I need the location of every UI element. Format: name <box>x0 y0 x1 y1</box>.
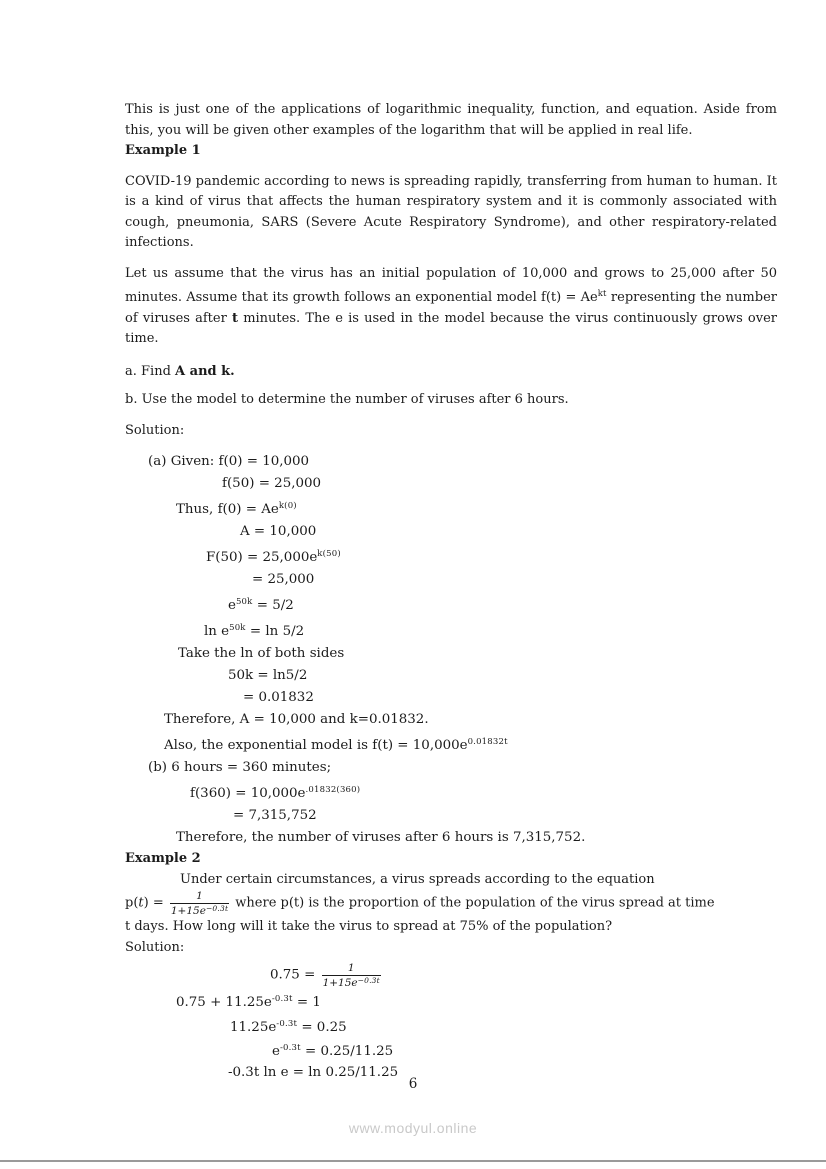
solution-b-line-1 <box>148 757 777 779</box>
text-segment: where p(t) is the proportion of the population of the virus spread at time <box>231 895 715 911</box>
text-segment: A and k. <box>175 363 235 379</box>
text-segment: b. Use the model to determine the number of viruses after 6 hours. <box>125 392 569 407</box>
intro-paragraph <box>125 100 777 141</box>
solution-a-line-2 <box>222 473 777 495</box>
text-segment: 0.75 + 11.25e <box>176 995 272 1011</box>
solution-a-line-5 <box>206 543 777 569</box>
solution-a-line-12 <box>164 709 777 731</box>
solution-a-line-8 <box>204 617 777 643</box>
solution-a-line-13 <box>164 731 777 757</box>
text-segment: f(360) = 10,000e <box>190 786 306 801</box>
text-segment: minutes. The e is used in the model because the virus continuously grows over time. <box>125 310 777 346</box>
text-segment: = 0.25 <box>297 1019 347 1035</box>
example-2-question-line <box>125 917 777 938</box>
example-2-equation-line <box>125 890 777 917</box>
page-number: 6 <box>408 1076 418 1092</box>
text-segment: 1 <box>347 962 355 975</box>
text-segment: = 5/2 <box>252 598 294 613</box>
text-segment: p( <box>125 895 139 911</box>
superscript-text: −0.3t <box>357 975 380 985</box>
question-b <box>125 390 777 411</box>
text-segment: Under certain circumstances, a virus spreads according to the equation <box>180 871 655 887</box>
virus-model-paragraph <box>125 264 777 350</box>
text-segment: = 0.25/11.25 <box>300 1044 394 1060</box>
text-segment: 11.25e <box>230 1019 277 1035</box>
superscript-text: -0.3t <box>271 994 293 1005</box>
superscript-text: 50k <box>235 597 253 607</box>
text-segment: Thus, f(0) = Ae <box>176 502 279 517</box>
text-segment: = 1 <box>292 995 321 1011</box>
solution-a-line-6 <box>252 569 777 591</box>
text-segment: Solution: <box>125 939 185 955</box>
superscript-text: .01832(360) <box>305 785 361 795</box>
solution-b-line-4 <box>176 827 777 849</box>
text-segment: Take the ln of both sides <box>178 646 345 661</box>
text-segment: Also, the exponential model is f(t) = 10,000e <box>164 738 468 753</box>
example-2-heading <box>125 849 777 870</box>
text-segment: Example 2 <box>125 851 201 866</box>
text-segment: ln e <box>204 624 230 639</box>
text-segment: ) = <box>143 895 168 911</box>
solution-2-line-2 <box>176 989 777 1014</box>
superscript-text: kt <box>597 289 607 299</box>
example-1-heading <box>125 141 777 162</box>
solution-a-line-7 <box>228 591 777 617</box>
text-segment: t <box>138 895 144 911</box>
solution-a-line-1 <box>148 451 777 473</box>
text-segment: representing the number of viruses after <box>125 290 777 326</box>
watermark: www.modyul.online <box>348 1120 478 1136</box>
text-segment: (a) Given: f(0) = 10,000 <box>148 454 310 469</box>
text-segment: A = 10,000 <box>240 524 317 539</box>
text-segment: t <box>232 310 239 326</box>
superscript-text: 0.01832t <box>467 737 508 747</box>
fraction <box>170 890 229 917</box>
document-content <box>125 100 777 1083</box>
solution-a-line-9 <box>178 643 777 665</box>
text-segment: COVID-19 pandemic according to news is spreading rapidly, transferring from human to human. It is a kind of virus that affects the human respiratory system and it is commonly associated with cough, pneumonia, SARS (Severe Acute Respiratory Syndrome), and other respiratory-related infections. <box>125 173 777 250</box>
text-segment: This is just one of the applications of logarithmic inequality, function, and equation. Aside from this, you will be given other examples of the logarithm that will be applied in real life. <box>125 102 777 138</box>
text-segment: = ln 5/2 <box>245 624 305 639</box>
solution-2-label <box>125 938 777 959</box>
text-segment: 1+15e <box>170 904 206 917</box>
solution-a-line-4 <box>240 521 777 543</box>
text-segment: Therefore, A = 10,000 and k=0.01832. <box>164 712 429 727</box>
fraction <box>322 962 381 989</box>
question-a <box>125 362 777 383</box>
superscript-text: k(0) <box>278 501 297 511</box>
solution-2-line-4 <box>272 1038 777 1063</box>
text-segment: Let us assume that the virus has an initial population of 10,000 and grows to 25,000 after 50 minutes. Assume that its growth follows an exponential model f(t) = Ae <box>125 265 777 305</box>
text-segment: 50k = ln5/2 <box>228 668 308 683</box>
text-segment: = 7,315,752 <box>233 808 317 823</box>
solution-1-label <box>125 421 777 442</box>
text-segment: F(50) = 25,000e <box>206 550 318 565</box>
solution-a-line-11 <box>243 687 777 709</box>
superscript-text: −0.3t <box>205 903 229 913</box>
text-segment: Therefore, the number of viruses after 6 hours is 7,315,752. <box>176 830 586 845</box>
text-segment: f(50) = 25,000 <box>222 476 322 491</box>
text-segment: (b) 6 hours = 360 minutes; <box>148 760 332 775</box>
solution-2-line-1 <box>270 962 777 989</box>
covid-paragraph <box>125 172 777 254</box>
superscript-text: 50k <box>229 623 246 633</box>
text-segment: -0.3t ln e = ln 0.25/11.25 <box>228 1064 399 1080</box>
solution-b-line-2 <box>190 779 777 805</box>
text-segment: = 25,000 <box>252 572 315 587</box>
example-2-intro-line <box>180 870 777 891</box>
solution-2-line-3 <box>230 1014 777 1039</box>
page-edge-line <box>0 1160 826 1162</box>
superscript-text: -0.3t <box>276 1018 298 1029</box>
text-segment: e <box>272 1044 280 1060</box>
text-segment: e <box>228 598 236 613</box>
solution-b-line-3 <box>233 805 777 827</box>
text-segment: = 0.01832 <box>243 690 314 705</box>
text-segment: a. Find <box>125 363 176 379</box>
solution-a-line-3 <box>176 495 777 521</box>
text-segment: t days. How long will it take the virus to spread at 75% of the population? <box>125 919 613 935</box>
text-segment: Example 1 <box>125 143 201 158</box>
text-segment: 0.75 = <box>270 967 320 983</box>
text-segment: 1 <box>196 890 203 902</box>
superscript-text: -0.3t <box>279 1043 301 1054</box>
text-segment: 1+15e <box>322 976 358 989</box>
superscript-text: k(50) <box>317 549 341 559</box>
text-segment: Solution: <box>125 422 185 438</box>
solution-a-line-10 <box>228 665 777 687</box>
